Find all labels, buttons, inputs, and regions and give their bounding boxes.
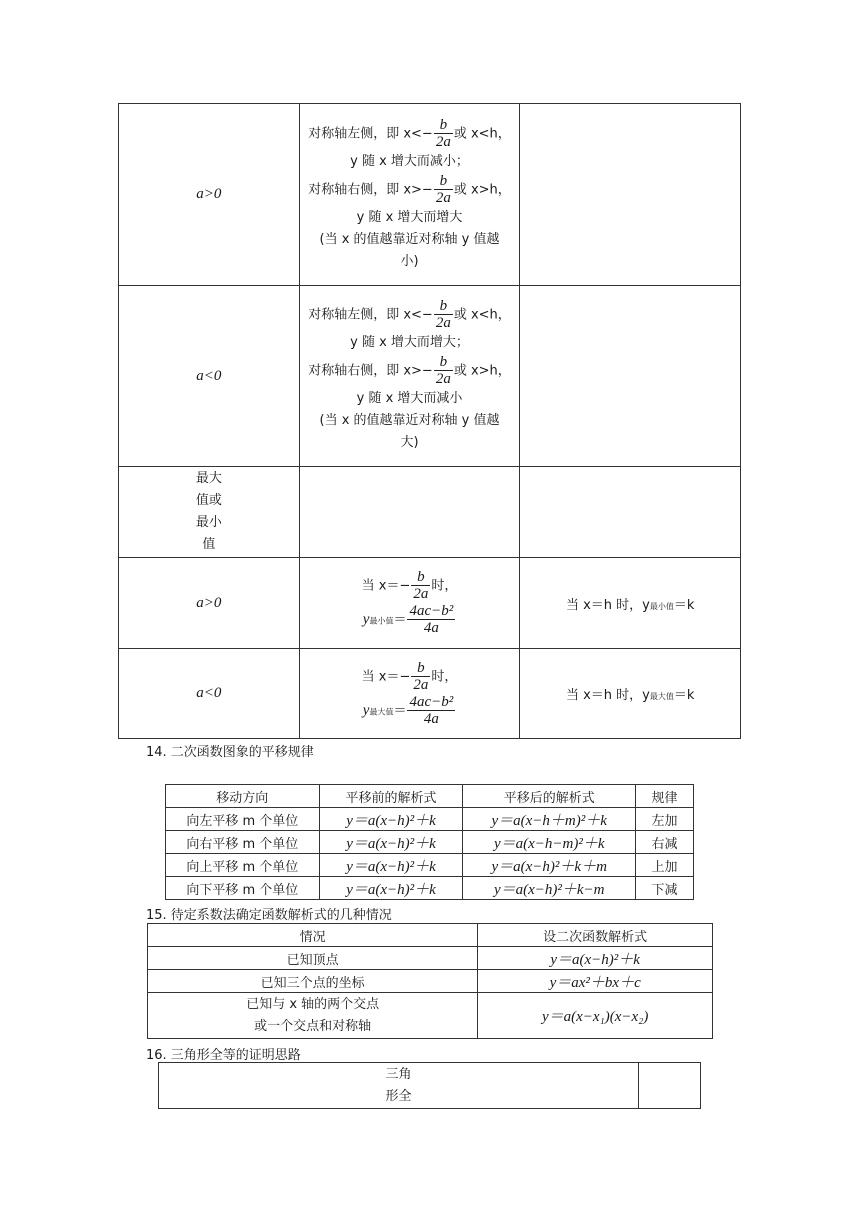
monotonic-cell-a-negative: 对称轴左侧，即 x<− $\frac{b}{2a}$ 或 x<h， y 随 x 增大而增大； 对称轴右侧，即 x>− $\frac{b}{2a}$ 或 x>h， y 随 x 增大而减小 (当 x 的值越靠近对称轴 y 值越 大) [299, 286, 520, 467]
properties-table [118, 103, 741, 739]
label-a-positive: a>0 [119, 104, 300, 286]
table-row: 三角 形全 [159, 1063, 701, 1109]
label-a-negative: a<0 [119, 286, 300, 467]
max-value-cell: 当 x＝− $\frac{b}{2a}$ 时， y最大值＝ $\frac{\text{4ac−b²}}{4a}$ [299, 649, 520, 739]
table-header-row: 情况 设二次函数解析式 [148, 924, 713, 947]
vertex-min-cell: 当 x＝h 时，y最小值＝k [520, 558, 741, 649]
table-row [119, 558, 741, 649]
min-value-cell: 当 x＝− $\frac{b}{2a}$ 时， y最小值＝ $\frac{\text{4ac−b²}}{4a}$ [299, 558, 520, 649]
table-row [119, 286, 741, 467]
label-a-positive: a>0 [119, 558, 300, 649]
section-15-title: 15. 待定系数法确定函数解析式的几种情况 [146, 908, 392, 923]
table-header-row: 移动方向 平移前的解析式 平移后的解析式 规律 [166, 785, 694, 808]
table-row: 已知与 x 轴的两个交点 或一个交点和对称轴 y＝a(x−x₁)(x−x₂) [148, 993, 713, 1039]
table-row [119, 467, 741, 558]
empty-cell [299, 467, 520, 558]
undetermined-coefficients-table [147, 923, 713, 1039]
table-row: 向下平移 m 个单位 y＝a(x−h)²＋k y＝a(x−h)²＋k−m 下减 [166, 877, 694, 900]
table-row [119, 649, 741, 739]
empty-cell [639, 1063, 701, 1109]
monotonic-cell-a-positive: 对称轴左侧，即 x<− $\frac{b}{2a}$ 或 x<h， y 随 x 增大而减小； 对称轴右侧，即 x>− $\frac{b}{2a}$ 或 x>h， y 随 x 增大而增大 (当 x 的值越靠近对称轴 y 值越 小) [299, 104, 520, 286]
empty-cell [520, 467, 741, 558]
table-row: 向右平移 m 个单位 y＝a(x−h)²＋k y＝a(x−h−m)²＋k 右减 [166, 831, 694, 854]
empty-cell [520, 286, 741, 467]
table-row: 向上平移 m 个单位 y＝a(x−h)²＋k y＝a(x−h)²＋k＋m 上加 [166, 854, 694, 877]
vertex-max-cell: 当 x＝h 时，y最大值＝k [520, 649, 741, 739]
table-row: 已知顶点 y＝a(x−h)²＋k [148, 947, 713, 970]
label-a-negative: a<0 [119, 649, 300, 739]
table-row: 向左平移 m 个单位 y＝a(x−h)²＋k y＝a(x−h＋m)²＋k 左加 [166, 808, 694, 831]
translation-table [165, 784, 694, 900]
extreme-value-label: 最大 值或 最小 值 [119, 467, 300, 558]
empty-cell [520, 104, 741, 286]
congruence-table [158, 1062, 701, 1109]
table-row [119, 104, 741, 286]
table-row: 已知三个点的坐标 y＝ax²＋bx＋c [148, 970, 713, 993]
section-16-title: 16. 三角形全等的证明思路 [146, 1048, 301, 1063]
section-14-title: 14. 二次函数图象的平移规律 [146, 745, 314, 760]
